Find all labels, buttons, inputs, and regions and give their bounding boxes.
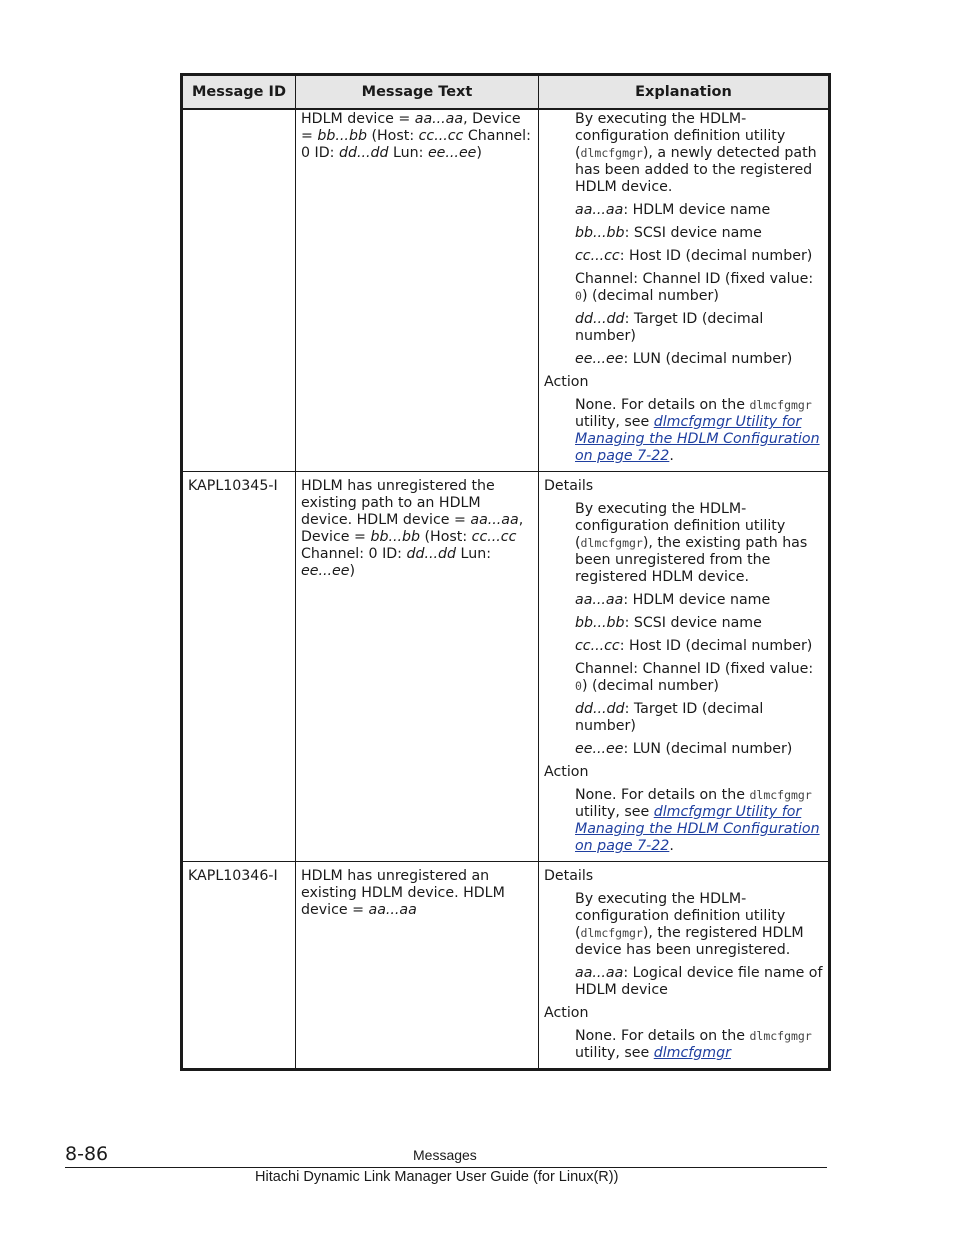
table-header-row bbox=[182, 75, 830, 110]
messages-table bbox=[180, 73, 831, 1071]
variable-item: cc...cc: Host ID (decimal number) bbox=[575, 638, 813, 654]
action-heading: Action bbox=[544, 764, 589, 780]
explanation-cell bbox=[539, 472, 830, 862]
details-description: By executing the HDLM-configuration definition utility (dlmcfgmgr), the registered HDLM device has been unregistered. bbox=[575, 891, 804, 958]
details-description: By executing the HDLM-configuration definition utility (dlmcfgmgr), the existing path has been unregistered from the registered HDLM device. bbox=[575, 501, 808, 585]
variable-item: bb...bb: SCSI device name bbox=[575, 615, 762, 631]
column-header-explanation: Explanation bbox=[539, 75, 830, 110]
message-text-cell: HDLM has unregistered the existing path to an HDLM device. HDLM device = aa...aa, Device = bb...bb (Host: cc...cc Channel: 0 ID: dd...dd Lun: ee...ee) bbox=[296, 472, 539, 862]
page-number: 8-86 bbox=[65, 1143, 109, 1165]
message-text-cell: HDLM has unregistered an existing HDLM device. HDLM device = aa...aa bbox=[296, 862, 539, 1070]
column-header-message-text: Message Text bbox=[296, 75, 539, 110]
details-heading: Details bbox=[544, 478, 594, 494]
details-heading: Details bbox=[544, 868, 594, 884]
footer-document-title: Hitachi Dynamic Link Manager User Guide (for Linux(R)) bbox=[255, 1169, 619, 1185]
variable-item: Channel: Channel ID (fixed value: 0) (decimal number) bbox=[575, 661, 814, 694]
action-heading: Action bbox=[544, 374, 589, 390]
variable-item: dd...dd: Target ID (decimal number) bbox=[575, 701, 764, 734]
variable-item: ee...ee: LUN (decimal number) bbox=[575, 741, 793, 757]
message-id-cell: KAPL10346-I bbox=[182, 862, 296, 1070]
variable-item: aa...aa: HDLM device name bbox=[575, 202, 771, 218]
message-id-cell bbox=[182, 109, 296, 472]
variable-item: bb...bb: SCSI device name bbox=[575, 225, 762, 241]
explanation-cell bbox=[539, 109, 830, 472]
variable-item: aa...aa: Logical device file name of HDLM device bbox=[575, 965, 823, 998]
action-description: None. For details on the dlmcfgmgr utility, see dlmcfgmgr Utility for Managing the HDLM Configuration on page 7-22. bbox=[575, 787, 820, 854]
table-row bbox=[182, 472, 830, 862]
table-row bbox=[182, 109, 830, 472]
variable-item: dd...dd: Target ID (decimal number) bbox=[575, 311, 764, 344]
table-row bbox=[182, 862, 830, 1070]
details-description: By executing the HDLM-configuration definition utility (dlmcfgmgr), a newly detected path has been added to the registered HDLM device. bbox=[575, 111, 817, 195]
footer-section-name: Messages bbox=[413, 1147, 477, 1163]
message-text-cell: HDLM device = aa...aa, Device = bb...bb (Host: cc...cc Channel: 0 ID: dd...dd Lun: ee...ee) bbox=[296, 109, 539, 472]
action-heading: Action bbox=[544, 1005, 589, 1021]
action-description: None. For details on the dlmcfgmgr utility, see dlmcfgmgr Utility for Managing the HDLM Configuration on page 7-22. bbox=[575, 397, 820, 464]
message-id-cell: KAPL10345-I bbox=[182, 472, 296, 862]
action-description: None. For details on the dlmcfgmgr utility, see dlmcfgmgr bbox=[575, 1028, 812, 1061]
cross-reference-link[interactable]: dlmcfgmgr bbox=[653, 1045, 731, 1061]
variable-item: aa...aa: HDLM device name bbox=[575, 592, 771, 608]
column-header-message-id: Message ID bbox=[182, 75, 296, 110]
cross-reference-link[interactable]: dlmcfgmgr Utility for Managing the HDLM Configuration on page 7-22 bbox=[575, 414, 820, 464]
variable-item: cc...cc: Host ID (decimal number) bbox=[575, 248, 813, 264]
footer-divider bbox=[65, 1167, 827, 1168]
variable-item: Channel: Channel ID (fixed value: 0) (decimal number) bbox=[575, 271, 814, 304]
explanation-cell bbox=[539, 862, 830, 1070]
variable-item: ee...ee: LUN (decimal number) bbox=[575, 351, 793, 367]
cross-reference-link[interactable]: dlmcfgmgr Utility for Managing the HDLM Configuration on page 7-22 bbox=[575, 804, 820, 854]
